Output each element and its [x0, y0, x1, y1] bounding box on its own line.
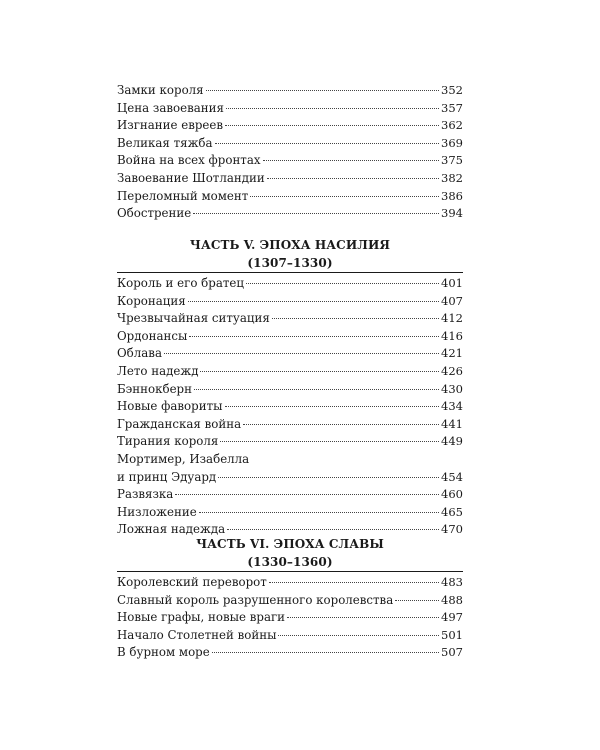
toc-entry[interactable]: [117, 100, 463, 118]
dot-leader: [188, 301, 439, 302]
dot-leader: [215, 143, 439, 144]
dot-leader: [246, 283, 439, 284]
toc-entry-title-line2: и принц Эдуард: [117, 469, 217, 484]
dot-leader: [225, 125, 439, 126]
toc-entry-title: Ордонансы: [117, 328, 188, 343]
toc-entry-page: 352: [441, 83, 463, 97]
toc-entry[interactable]: [117, 188, 463, 206]
toc-entry[interactable]: [117, 381, 463, 399]
toc-entry-page: 430: [441, 381, 463, 396]
section-divider: [117, 571, 463, 572]
toc-entry-page: 362: [441, 118, 463, 133]
dot-leader: [189, 336, 439, 337]
toc-entry-page: 407: [441, 293, 463, 308]
toc-entry-title: Великая тяжба: [117, 135, 213, 150]
toc-entry[interactable]: [117, 504, 463, 522]
toc-entry-page: 401: [441, 276, 463, 290]
toc-entry[interactable]: [117, 644, 463, 662]
dot-leader: [212, 652, 439, 653]
toc-entry[interactable]: [117, 170, 463, 188]
toc-entry-page: 394: [441, 206, 463, 221]
toc-entry[interactable]: [117, 345, 463, 363]
dot-leader: [175, 494, 439, 495]
toc-entry-page: 382: [441, 170, 463, 185]
toc-entry-title: Облава: [117, 346, 162, 361]
toc-entry-title: Чрезвычайная ситуация: [117, 311, 270, 326]
dot-leader: [250, 196, 439, 197]
dot-leader: [199, 512, 439, 513]
toc-entry-page: 441: [441, 416, 463, 431]
dot-leader: [200, 371, 439, 372]
toc-entry-page: 412: [441, 311, 463, 326]
toc-entry-title: Гражданская война: [117, 416, 242, 431]
toc-entry-page: 460: [441, 487, 463, 502]
section-divider: [117, 272, 463, 273]
toc-entry-title: Начало Столетней войны: [117, 627, 277, 642]
toc-entry[interactable]: [117, 486, 463, 504]
dot-leader: [220, 441, 439, 442]
toc-entry-title: Новые графы, новые враги: [117, 610, 286, 625]
part-title: ЧАСТЬ V. ЭПОХА НАСИЛИЯ: [189, 238, 391, 252]
toc-entry-two-line[interactable]: [117, 451, 463, 486]
toc-entry[interactable]: [117, 398, 463, 416]
toc-entry-title: Завоевание Шотландии: [117, 170, 265, 185]
toc-list-previous-part: [117, 82, 463, 223]
toc-entry-title: Король и его братец: [117, 276, 244, 290]
dot-leader: [194, 389, 439, 390]
dot-leader: [395, 600, 439, 601]
toc-entry-title: Низложение: [117, 504, 197, 519]
toc-entry-title: Война на всех фронтах: [117, 153, 261, 168]
toc-entry[interactable]: [117, 627, 463, 645]
toc-entry-title: Тирания короля: [117, 434, 219, 449]
dot-leader: [193, 213, 439, 214]
toc-entry[interactable]: [117, 275, 463, 293]
toc-entry-title: Королевский переворот: [117, 575, 267, 589]
toc-entry-title: Развязка: [117, 487, 174, 502]
toc-entry[interactable]: [117, 152, 463, 170]
dot-leader: [269, 582, 439, 583]
toc-entry-page: 426: [441, 363, 463, 378]
toc-entry-title: Бэннокберн: [117, 381, 192, 396]
toc-entry-page: 483: [441, 575, 463, 589]
toc-entry[interactable]: [117, 416, 463, 434]
toc-entry-title-line1: Мортимер, Изабелла: [117, 451, 250, 466]
toc-entry-title: Лето надежд: [117, 363, 199, 378]
toc-entry[interactable]: [117, 82, 463, 100]
dot-leader: [227, 529, 439, 530]
dot-leader: [287, 617, 439, 618]
toc-entry-page: 497: [441, 610, 463, 625]
part-years: (1330–1360): [247, 555, 333, 569]
part-title: ЧАСТЬ VI. ЭПОХА СЛАВЫ: [196, 537, 384, 551]
dot-leader: [206, 90, 439, 91]
toc-entry-title: Новые фавориты: [117, 399, 223, 414]
toc-entry-page: 416: [441, 328, 463, 343]
toc-entry-page: 375: [441, 153, 463, 168]
toc-list-part-6: [117, 574, 463, 662]
toc-entry-page: 357: [441, 100, 463, 115]
toc-entry-title: Изгнание евреев: [117, 118, 224, 133]
toc-entry[interactable]: [117, 117, 463, 135]
toc-entry[interactable]: [117, 293, 463, 311]
toc-entry-title: Замки короля: [117, 83, 204, 97]
dot-leader: [218, 477, 439, 478]
dot-leader: [226, 108, 439, 109]
dot-leader: [243, 424, 439, 425]
dot-leader: [225, 406, 440, 407]
dot-leader: [272, 318, 439, 319]
toc-entry[interactable]: [117, 574, 463, 592]
part-heading: [117, 236, 463, 272]
toc-entry-title: В бурном море: [117, 645, 210, 660]
toc-entry[interactable]: [117, 328, 463, 346]
part-heading: [117, 535, 463, 571]
toc-entry-title: Цена завоевания: [117, 100, 224, 115]
dot-leader: [278, 635, 439, 636]
toc-entry-page: 470: [441, 522, 463, 537]
toc-entry[interactable]: [117, 363, 463, 381]
toc-entry-page: 507: [441, 645, 463, 660]
dot-leader: [164, 353, 439, 354]
toc-entry-page: 501: [441, 627, 463, 642]
toc-entry-title: Обострение: [117, 206, 192, 221]
dot-leader: [263, 160, 440, 161]
dot-leader: [267, 178, 439, 179]
toc-entry[interactable]: [117, 135, 463, 153]
toc-entry-page: 421: [441, 346, 463, 361]
toc-entry[interactable]: [117, 433, 463, 451]
toc-entry-page: 369: [441, 135, 463, 150]
toc-entry-page: 386: [441, 188, 463, 203]
toc-entry-title: Переломный момент: [117, 188, 249, 203]
toc-entry[interactable]: [117, 609, 463, 627]
toc-list-part-5: [117, 275, 463, 539]
part-years: (1307–1330): [247, 256, 333, 270]
toc-entry[interactable]: [117, 592, 463, 610]
toc-entry-page: 454: [441, 469, 463, 484]
toc-entry-title: Коронация: [117, 293, 186, 308]
toc-entry-page: 465: [441, 504, 463, 519]
toc-entry-page: 488: [441, 592, 463, 607]
toc-entry[interactable]: [117, 205, 463, 223]
toc-entry[interactable]: [117, 310, 463, 328]
toc-entry-page: 449: [441, 434, 463, 449]
toc-entry-page: 434: [441, 399, 463, 414]
toc-entry-title: Ложная надежда: [117, 522, 226, 537]
toc-entry-title: Славный король разрушенного королевства: [117, 592, 394, 607]
